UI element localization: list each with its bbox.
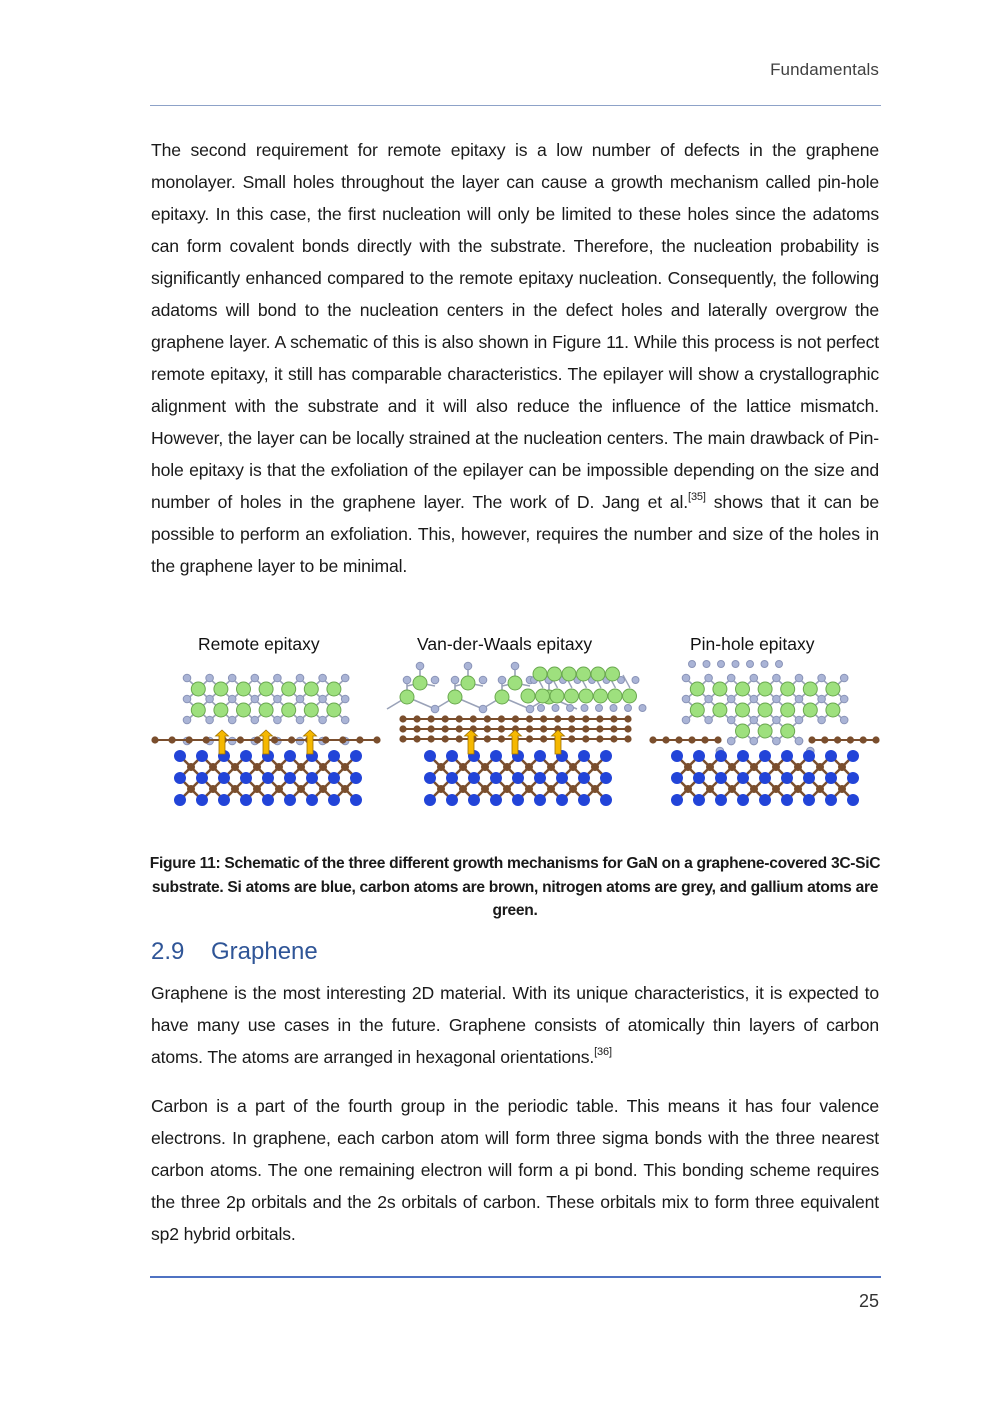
header-rule bbox=[150, 105, 881, 106]
citation-36: [36] bbox=[594, 1046, 612, 1059]
panel-title-pinhole: Pin-hole epitaxy bbox=[690, 634, 815, 654]
section-number: 2.9 bbox=[151, 938, 185, 965]
pinhole-epitaxy-schematic bbox=[649, 674, 879, 806]
growth-mechanisms-schematic bbox=[150, 630, 885, 820]
panel-title-vdw: Van-der-Waals epitaxy bbox=[417, 634, 593, 654]
paragraph-text: The second requirement for remote epitaxy is a low number of defects in the graphene monolayer. Small holes throughout the layer can cause a growth mechanism called pin-hole epitaxy. In this case, the first nucleation will only be limited to these holes since the adatoms can form covalent bonds directly with the substrate. Therefore, the nucleation probability is significantly enhanced compared to the remote epitaxy nucleation. Consequently, the following adatoms will bond to the nucleation centers in the defect holes and laterally overgrow the graphene layer. A schematic of this is also shown in Figure 11. While this process is not perfect remote epitaxy, it still has comparable characteristics. The epilayer will show a crystallographic alignment with the substrate and it will also reduce the influence of the lattice mismatch. However, the layer can be locally strained at the nucleation centers. The main drawback of Pin-hole epitaxy is that the exfoliation of the epilayer can be impossible depending on the size and number of holes in the graphene layer. The work of D. Jang et al. bbox=[151, 140, 879, 512]
figure-caption: Figure 11: Schematic of the three different growth mechanisms for GaN on a graphene-covered 3C-SiC substrate. Si atoms are blue, carbon atoms are brown, nitrogen atoms are grey, and gallium atoms are green. bbox=[149, 855, 881, 919]
paragraph-text: Graphene is the most interesting 2D material. With its unique characteristics, it is expected to have many use cases in the future. Graphene consists of atomically thin layers of carbon atoms. The atoms are arranged in hexagonal orientations. bbox=[151, 983, 879, 1067]
remote-epitaxy-schematic bbox=[151, 674, 380, 806]
paragraph-pinhole-epitaxy bbox=[151, 134, 879, 582]
paragraph-carbon-bonding: Carbon is a part of the fourth group in the periodic table. This means it has four valence electrons. In graphene, each carbon atom will form three sigma bonds with the three nearest carbon atoms. The one remaining electron will form a pi bond. This bonding scheme requires the three 2p orbitals and the 2s orbitals of carbon. These orbitals mix to form three equivalent sp2 hybrid orbitals. bbox=[151, 1096, 879, 1244]
paragraph-text: shows that it can be possible to perform an exfoliation. This, however, requires the number and size of the holes in the graphene layer to be minimal. bbox=[151, 492, 879, 576]
figure-11 bbox=[150, 630, 885, 820]
page-number: 25 bbox=[858, 1291, 879, 1311]
footer-rule bbox=[150, 1276, 881, 1278]
paragraph-graphene-intro bbox=[151, 977, 879, 1073]
running-header: Fundamentals bbox=[770, 60, 879, 79]
section-title: Graphene bbox=[211, 938, 318, 965]
citation-35: [35] bbox=[688, 491, 706, 504]
panel-title-remote: Remote epitaxy bbox=[198, 634, 320, 654]
section-heading bbox=[151, 938, 318, 966]
